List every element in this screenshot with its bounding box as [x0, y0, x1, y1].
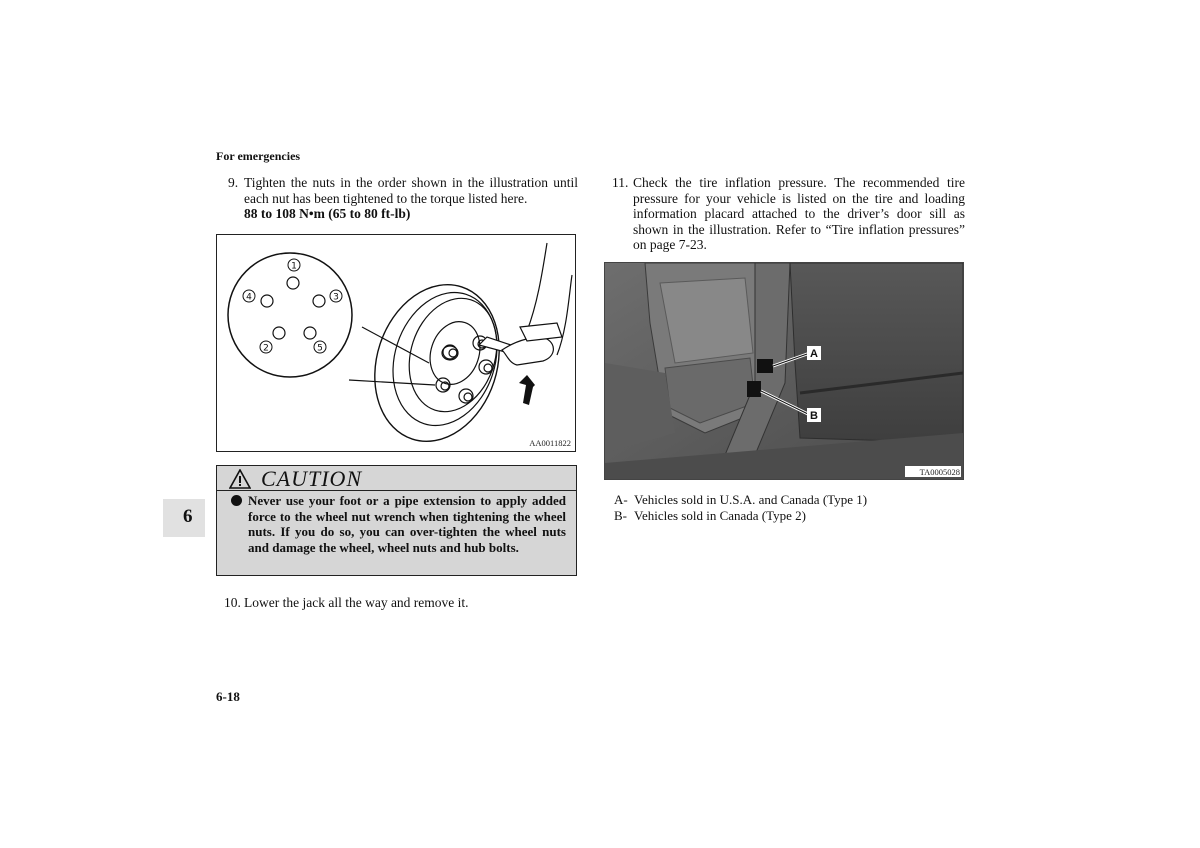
caption-a	[614, 492, 867, 508]
door-sill-photo	[605, 263, 963, 479]
step-11-text: Check the tire inflation pressure. The recommended tire pressure for your vehicle is listed on the tire and loading information placard attached to the driver’s door sill as shown in the illustration. Refer to “Tire inflation pressures” on page 7-23.	[633, 175, 965, 252]
step-number: 11.	[612, 175, 629, 190]
nut-label-3: 3	[333, 292, 339, 303]
step-number: 9.	[228, 175, 239, 190]
caution-header	[217, 466, 576, 491]
nut-label-1: 1	[291, 261, 297, 272]
caution-title: CAUTION	[261, 466, 363, 491]
nut-label-4: 4	[246, 292, 252, 303]
wheel-illustration	[217, 235, 575, 451]
wheel-nut-illustration	[216, 234, 576, 452]
caution-text: Never use your foot or a pipe extension to apply added force to the wheel nut wrench when tightening the wheel nuts. If you do so, you can over-tighten the wheel nuts and damage the wheel, wheel nuts and hub bolts.	[248, 493, 566, 555]
step-10	[224, 595, 574, 613]
caption-b	[614, 508, 806, 524]
step-text	[244, 175, 578, 222]
step-11	[612, 175, 965, 255]
torque-spec: 88 to 108 N•m (65 to 80 ft-lb)	[244, 206, 411, 221]
step-10-text: Lower the jack all the way and remove it.	[244, 595, 469, 610]
figure-code: AA0011822	[529, 438, 571, 448]
chapter-number: 6	[183, 506, 193, 527]
caution-box	[216, 465, 577, 576]
label-a: A	[810, 348, 818, 360]
nut-label-2: 2	[263, 343, 269, 354]
chapter-tab	[163, 499, 205, 537]
door-sill-placard-illustration	[604, 262, 964, 480]
bullet-icon	[231, 495, 242, 506]
page-number: 6-18	[216, 689, 240, 704]
nut-order-labels	[243, 259, 342, 354]
caption-text: Vehicles sold in U.S.A. and Canada (Type 1)	[634, 492, 868, 507]
section-header: For emergencies	[216, 149, 301, 163]
warning-triangle-icon	[229, 469, 251, 489]
step-number: 10.	[224, 595, 241, 610]
figure-code: TA0005028	[919, 467, 960, 477]
nut-label-5: 5	[317, 343, 323, 354]
caption-text: Vehicles sold in Canada (Type 2)	[634, 508, 807, 523]
caption-key: B-	[614, 508, 627, 523]
step-9	[228, 175, 578, 225]
label-b: B	[810, 410, 818, 422]
step-9-text: Tighten the nuts in the order shown in the illustration until each nut has been tightened to the torque listed here.	[244, 175, 578, 206]
caption-key: A-	[614, 492, 628, 507]
